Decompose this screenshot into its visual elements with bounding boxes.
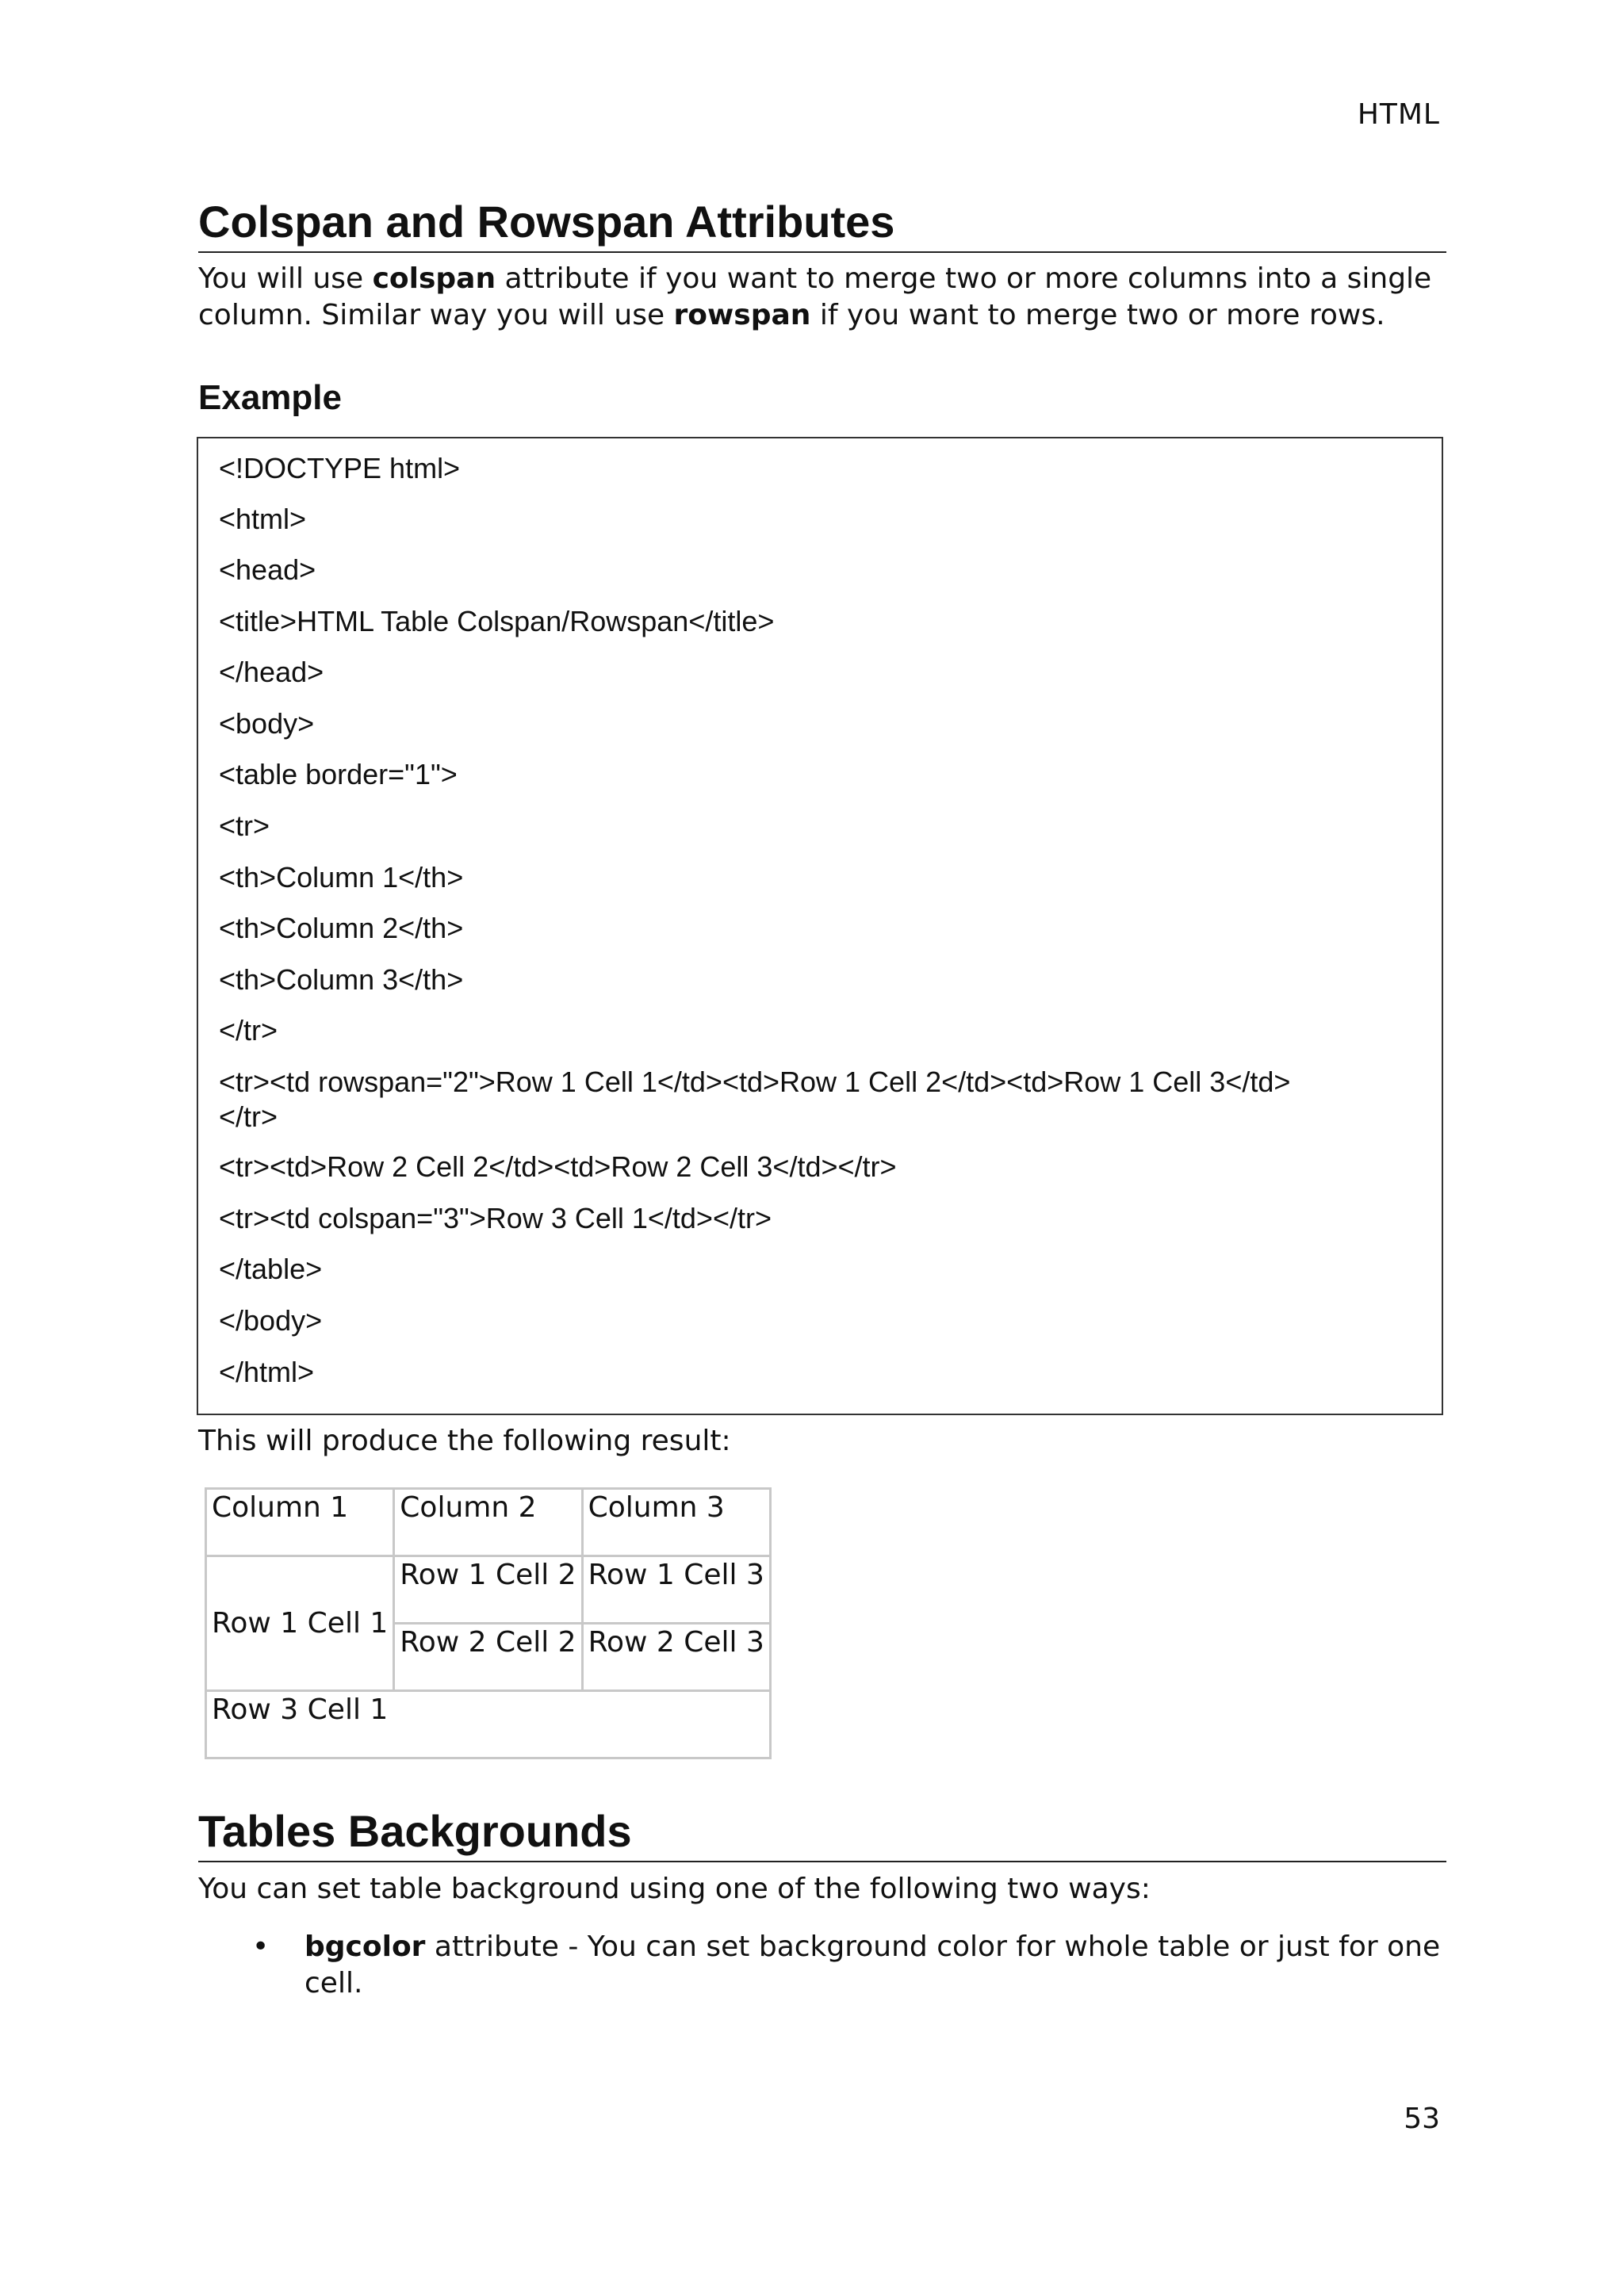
code-line: <th>Column 2</th> — [219, 912, 464, 944]
bullet-icon: • — [252, 1931, 270, 1963]
code-line: </html> — [219, 1356, 315, 1388]
running-header: HTML — [1357, 98, 1440, 131]
code-line: <th>Column 1</th> — [219, 861, 464, 894]
code-line: <!DOCTYPE html> — [219, 452, 461, 484]
intro-keyword-rowspan: rowspan — [673, 299, 811, 331]
intro-text-2: attribute if you want to merge two or more columns into a single column. Similar way you will use — [198, 262, 1432, 331]
table-header-cell: Column 2 — [394, 1489, 582, 1556]
code-line: <th>Column 3</th> — [219, 963, 464, 996]
result-table — [205, 1487, 772, 1759]
code-line: </table> — [219, 1253, 323, 1285]
table-row — [206, 1691, 771, 1758]
table-cell-rowspan: Row 1 Cell 1 — [206, 1556, 394, 1691]
page-number: 53 — [1404, 2103, 1440, 2135]
table-row — [206, 1556, 771, 1624]
intro-paragraph — [198, 261, 1451, 334]
code-line: <body> — [219, 707, 315, 740]
code-line: <tr><td rowspan="2">Row 1 Cell 1</td><td>Row 1 Cell 2</td><td>Row 1 Cell 3</td></tr> — [219, 1066, 1291, 1133]
code-line: <tr><td colspan="3">Row 3 Cell 1</td></tr> — [219, 1202, 772, 1234]
table-cell: Row 2 Cell 3 — [582, 1624, 770, 1691]
section-title-tables-backgrounds: Tables Backgrounds — [198, 1804, 1446, 1862]
list-item — [198, 1929, 1451, 2002]
table-cell-colspan: Row 3 Cell 1 — [206, 1691, 771, 1758]
example-heading: Example — [198, 378, 342, 417]
code-line: <tr><td>Row 2 Cell 2</td><td>Row 2 Cell 3</td></tr> — [219, 1150, 897, 1183]
intro-keyword-colspan: colspan — [372, 262, 496, 295]
intro-text-1: You will use — [198, 262, 373, 295]
table-header-cell: Column 1 — [206, 1489, 394, 1556]
table-header-cell: Column 3 — [582, 1489, 770, 1556]
code-line: <title>HTML Table Colspan/Rowspan</title> — [219, 605, 775, 637]
code-line: </tr> — [219, 1014, 278, 1047]
code-line: </head> — [219, 656, 324, 688]
code-line: <table border="1"> — [219, 758, 458, 790]
code-line: <head> — [219, 553, 316, 586]
code-example-box — [197, 437, 1443, 1415]
result-intro: This will produce the following result: — [198, 1425, 731, 1457]
table-row — [206, 1489, 771, 1556]
table-cell: Row 1 Cell 3 — [582, 1556, 770, 1624]
intro-text-3: if you want to merge two or more rows. — [810, 299, 1385, 331]
code-line: <tr> — [219, 809, 270, 842]
code-line: </body> — [219, 1304, 323, 1337]
bullet-text: attribute - You can set background color for whole table or just for one cell. — [304, 1931, 1441, 1999]
section-title-colspan-rowspan: Colspan and Rowspan Attributes — [198, 194, 1446, 253]
table-cell: Row 2 Cell 2 — [394, 1624, 582, 1691]
code-line: <html> — [219, 503, 307, 535]
bullet-keyword: bgcolor — [304, 1931, 426, 1963]
backgrounds-bullet-list — [198, 1929, 1451, 2002]
backgrounds-intro: You can set table background using one of the following two ways: — [198, 1873, 1151, 1905]
table-cell: Row 1 Cell 2 — [394, 1556, 582, 1624]
